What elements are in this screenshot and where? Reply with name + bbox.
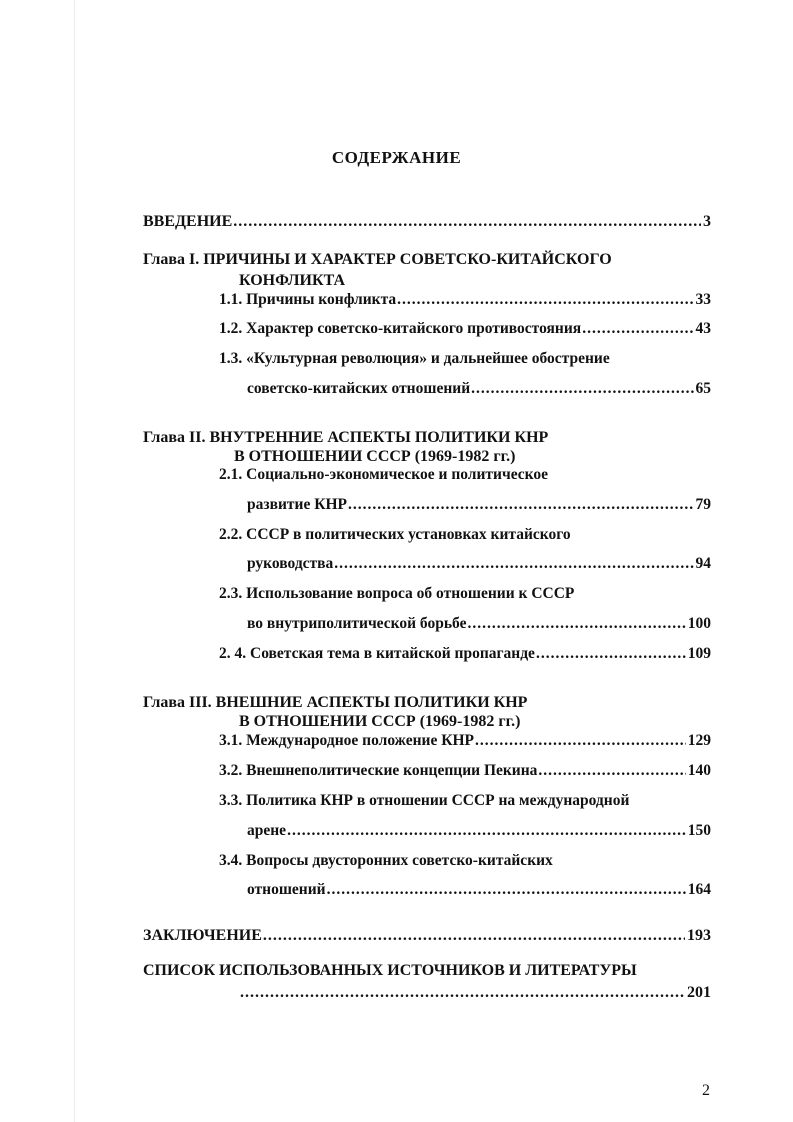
toc-entry-2-4[interactable] [219, 643, 711, 665]
page-number: 2 [702, 1082, 710, 1099]
toc-page: 100 [687, 615, 711, 632]
toc-label: 1.2. Характер советско-китайского противостояния [219, 320, 582, 337]
chapter-heading-cont: В ОТНОШЕНИИ СССР (1969-1982 гг.) [234, 448, 516, 465]
toc-page: 140 [687, 762, 711, 779]
toc-label: отношений [247, 881, 326, 898]
scan-edge-line [74, 0, 75, 1122]
toc-entry-2-2-title: 2.2. СССР в политических установках китайского [219, 526, 571, 543]
dot-leader [475, 730, 686, 752]
toc-label: ВВЕДЕНИЕ [143, 213, 233, 230]
toc-label: руководства [247, 555, 334, 572]
toc-page: 33 [695, 291, 711, 308]
toc-entry-2-3-title: 2.3. Использование вопроса об отношении к СССР [219, 585, 575, 602]
chapter-heading-cont: В ОТНОШЕНИИ СССР (1969-1982 гг.) [239, 713, 521, 730]
toc-label: советско-китайских отношений [247, 380, 471, 397]
toc-entry-conclusion[interactable] [143, 925, 711, 947]
dot-leader [233, 211, 701, 233]
toc-entry-3-4-title: 3.4. Вопросы двусторонних советско-китайских [219, 852, 553, 869]
toc-page: 3 [703, 213, 711, 230]
toc-entry-3-1[interactable] [219, 730, 711, 752]
dot-leader [327, 879, 686, 901]
dot-leader [536, 643, 686, 665]
toc-entry-2-1-title: 2.1. Социально-экономическое и политическое [219, 466, 549, 483]
dot-leader [397, 289, 693, 311]
toc-entry-2-1[interactable] [247, 494, 711, 516]
toc-page: 109 [687, 645, 711, 662]
toc-label: 3.2. Внешнеполитические концепции Пекина [219, 762, 538, 779]
dot-leader [348, 494, 694, 516]
toc-entry-2-3[interactable] [247, 613, 711, 635]
toc-label: 1.1. Причины конфликта [219, 291, 397, 308]
dot-leader [334, 553, 693, 575]
toc-label: 2. 4. Советская тема в китайской пропаганде [219, 645, 535, 662]
toc-page: 65 [695, 380, 711, 397]
dot-leader [287, 820, 686, 842]
chapter-heading: Глава II. ВНУТРЕННИЕ АСПЕКТЫ ПОЛИТИКИ КНР [143, 429, 549, 446]
toc-entry-sources-title: СПИСОК ИСПОЛЬЗОВАННЫХ ИСТОЧНИКОВ И ЛИТЕРАТУРЫ [143, 962, 637, 979]
toc-page: 94 [695, 555, 711, 572]
page-title: СОДЕРЖАНИЕ [331, 148, 462, 167]
toc-entry-3-3[interactable] [247, 820, 711, 842]
toc-entry-1-2[interactable] [219, 318, 711, 340]
dot-leader [582, 318, 693, 340]
dot-leader [471, 378, 693, 400]
toc-entry-2-2[interactable] [247, 553, 711, 575]
toc-page: 79 [695, 496, 711, 513]
dot-leader [240, 982, 685, 1004]
toc-label: арене [247, 822, 287, 839]
toc-entry-3-4[interactable] [247, 879, 711, 901]
toc-entry-sources[interactable] [240, 982, 711, 1004]
toc-label: во внутриполитической борьбе [247, 615, 467, 632]
toc-entry-1-3[interactable] [247, 378, 711, 400]
toc-entry-3-3-title: 3.3. Политика КНР в отношении СССР на международной [219, 792, 630, 809]
toc-label: развитие КНР [247, 496, 347, 513]
toc-page: 193 [687, 927, 711, 944]
dot-leader [263, 925, 685, 947]
chapter-heading: Глава I. ПРИЧИНЫ И ХАРАКТЕР СОВЕТСКО-КИТАЙСКОГО [143, 251, 612, 268]
toc-page: 201 [687, 984, 711, 1001]
toc-entry-3-2[interactable] [219, 760, 711, 782]
toc-entry-1-1[interactable] [219, 289, 711, 311]
toc-entry-intro[interactable] [143, 211, 711, 233]
toc-page: 164 [687, 881, 711, 898]
dot-leader [538, 760, 685, 782]
chapter-heading-cont: КОНФЛИКТА [239, 272, 346, 289]
toc-page: 43 [695, 320, 711, 337]
dot-leader [467, 613, 685, 635]
toc-page: 150 [687, 822, 711, 839]
chapter-heading: Глава III. ВНЕШНИЕ АСПЕКТЫ ПОЛИТИКИ КНР [143, 694, 528, 711]
toc-page: 129 [687, 732, 711, 749]
toc-label: ЗАКЛЮЧЕНИЕ [143, 927, 262, 944]
toc-entry-1-3-title: 1.3. «Культурная революция» и дальнейшее обострение [219, 350, 610, 367]
toc-label: 3.1. Международное положение КНР [219, 732, 474, 749]
